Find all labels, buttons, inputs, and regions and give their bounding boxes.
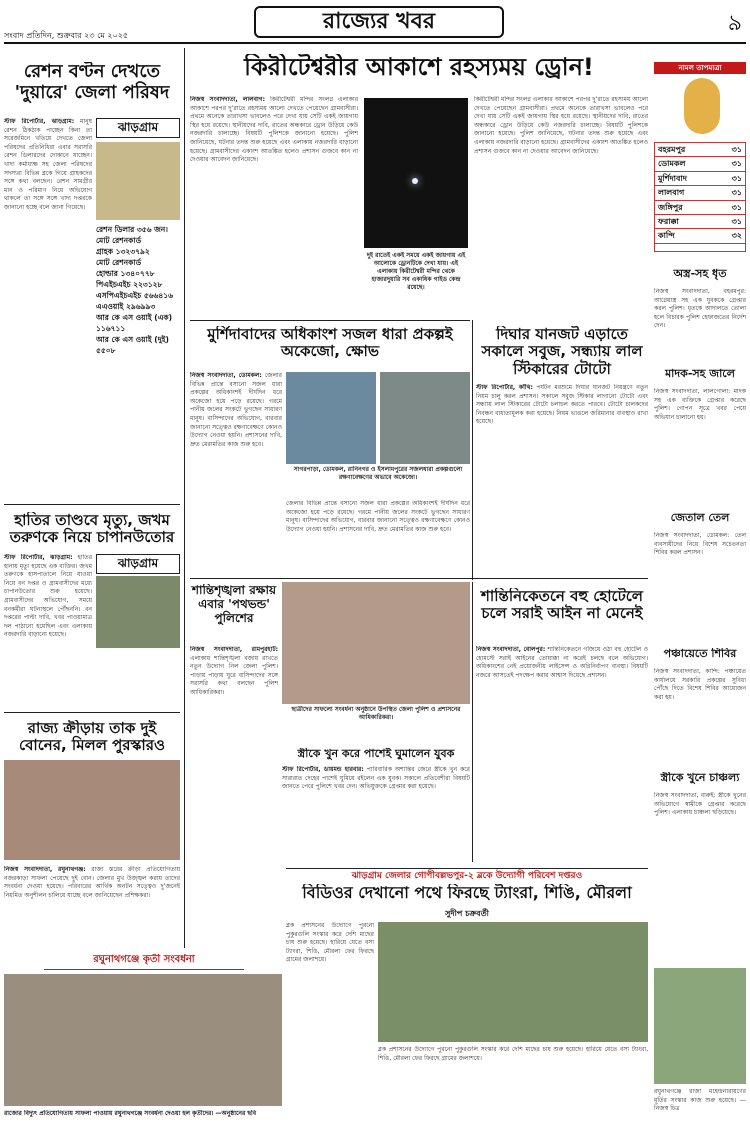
- wife-headline: স্ত্রীকে খুন করে পাশেই ঘুমালেন যুবক: [297, 748, 455, 760]
- masthead: [4, 4, 746, 44]
- right-sidebar: [654, 48, 746, 948]
- shantiniketan-headline: শান্তিনিকেতনে বহু হোটেলে চলে সরাই আইন না মেনেই: [481, 588, 643, 623]
- brief-headline: অস্ত্র-সহ ধৃত: [673, 268, 727, 280]
- water-body: [190, 372, 282, 572]
- water-body-cont: জেলার বিভিন্ন প্রান্তে বসানো সজল ধারা প্রকল্পের অধিকাংশই দীর্ঘদিন ধরে অকেজো হয়ে পড়ে রয়েছে। গরমে পানীয় জলের সংকটে ভুগছেন সাধারণ মানুষ। বাসিন্দাদের অভিযোগ, বারবার জানানো সত্ত্বেও রক্ষণাবেক্ষণে কোনও উদ্যোগ নেওয়া হয়নি। প্রশাসনের দাবি, দ্রুত মেরামতির কাজ শুরু হবে।: [286, 500, 470, 533]
- fish-body-cont: ব্লক প্রশাসনের উদ্যোগে পুরনো পুকুরগুলি সংস্কার করে দেশি মাছের চাষ শুরু হয়েছে। হারিয়ে যেতে বসা ট্যাংরা, শিঙি, মৌরলা ফের ফিরছে গ্রামের জলাশয়ে।: [378, 1046, 648, 1062]
- divider: [190, 320, 470, 321]
- issue-date: সংবাদ প্রতিদিন, শুক্রবার ২৩ মে ২০২৫: [4, 31, 129, 40]
- divider: [4, 712, 180, 713]
- stat-item: গ্রাহক ১৩২৩৭৯২: [96, 247, 150, 256]
- felicitation-banner: রঘুনাথগঞ্জে কৃতী সংবর্ধনা: [44, 954, 244, 970]
- shantiniketan-article: [476, 586, 648, 862]
- column-divider: [472, 582, 473, 862]
- water-text: জেলার বিভিন্ন প্রান্তে বসানো সজল ধারা প্রকল্পের অধিকাংশই দীর্ঘদিন ধরে অকেজো হয়ে পড়ে রয়েছে। গরমে পানীয় জলের সংকটে ভুগছেন সাধারণ মানুষ। বাসিন্দাদের অভিযোগ, বারবার জানানো সত্ত্বেও রক্ষণাবেক্ষণে কোনও উদ্যোগ নেওয়া হয়নি। প্রশাসনের দাবি, দ্রুত মেরামতির কাজ শুরু হবে।: [190, 372, 282, 448]
- shantiniketan-text: শান্তিনিকেতনে গজিয়ে ওঠা বহু হোটেল ও হোমস্টে সরাই আইনের তোয়াক্কা না করেই চলছে বলে অভিযোগ। অধিকাংশের নেই প্রয়োজনীয় লাইসেন্স ও অগ্নিনির্বাপণ ব্যবস্থা। বিষয়টি নজরে আসতেই পদক্ষেপ করার আশ্বাস দিয়েছে প্রশাসন।: [476, 646, 648, 679]
- section-title: রাজ্যের খবর: [254, 6, 504, 38]
- brief-body: নিজস্ব সংবাদদাতা, বহরমপুর: আগ্নেয়াস্ত্র সহ এক যুবককে গ্রেপ্তার করল পুলিশ। ধৃতকে আদালতে তোলা হলে বিচারক পুলিশ হেফাজতের নির্দেশ দেন।: [654, 288, 746, 330]
- drone-headline: কিরীটেশ্বরীর আকাশে রহস্যময় ড্রোন!: [244, 54, 594, 81]
- statue-photo: [654, 968, 746, 1084]
- wife-dateline: স্টাফ রিপোর্টার, ডায়মন্ড হারবার:: [282, 766, 364, 773]
- elephant-photo: [96, 576, 180, 648]
- digha-dateline: স্টাফ রিপোর্টার, কাঁথি:: [476, 384, 533, 391]
- sports-headline: রাজ্য ক্রীড়ায় তাক দুই বোনের, মিলল পুরস্কারও: [18, 720, 165, 755]
- ration-body: [4, 118, 92, 388]
- brief-body: নিজস্ব সংবাদদাতা, লালগোলা: মাদক সহ এক ব্যক্তিকে গ্রেপ্তার করেছে পুলিশ। গোপন সূত্রে খবর পেয়ে অভিযান চালানো হয়।: [654, 388, 746, 421]
- brief-body: নিজস্ব সংবাদদাতা, বারুই: স্ত্রীকে খুনের অভিযোগে স্বামীকে গ্রেপ্তার করেছে পুলিশ। এলাকায় চাঞ্চল্য ছড়িয়েছে।: [654, 792, 746, 817]
- sports-text: রাজ্য স্তরের ক্রীড়া প্রতিযোগিতায় নজরকাড়া সাফল্য পেয়েছে দুই বোন। জেলার মুখ উজ্জ্বল করায় তাদের সংবর্ধনা দেওয়া হয়েছে। পরিবারের আর্থিক অনটন সত্ত্বেও দু’জনেই নিয়মিত অনুশীলন চালিয়ে যাচ্ছে বলে জানিয়েছেন প্রশিক্ষকরা।: [4, 866, 180, 899]
- column-divider: [184, 48, 185, 948]
- weather-table: [654, 142, 746, 252]
- brief-body: নিজস্ব সংবাদদাতা, ডোমকল: তেল ব্যবসায়ীদের নিয়ে বিশেষ সচেতনতা শিবির করল প্রশাসন।: [654, 532, 746, 557]
- drone-body: [190, 96, 358, 311]
- weather-row: জঙ্গিপুর ৩১: [655, 201, 745, 215]
- ration-dateline: স্টাফ রিপোর্টার, ঝাড়গ্রাম:: [4, 118, 75, 125]
- water-dateline: নিজস্ব সংবাদদাতা, ডোমকল:: [190, 372, 262, 379]
- felicitation-block: [4, 950, 282, 1144]
- divider: [190, 578, 648, 579]
- drone-light-icon: [412, 178, 418, 184]
- brief-body: নিজস্ব সংবাদদাতা, কান্দি: পঞ্চায়েত কার্যালয়ে সরকারি প্রকল্পের সুবিধা পৌঁছে দিতে বিশেষ শিবির আয়োজন করা হয়।: [654, 668, 746, 701]
- water-photo: [380, 372, 470, 464]
- weather-row: কান্দি ৩২: [655, 229, 745, 243]
- water-article: [190, 324, 470, 574]
- elephant-text: হাতির হানায় মৃত্যু হয়েছে এক ব্যক্তির। জখম তরুণকে হাসপাতালে নিয়ে যাওয়া নিয়ে বন দপ্তর ও গ্রামবাসীদের মধ্যে চাপানউতোর শুরু হয়েছে। গ্রামবাসীদের অভিযোগ, সময়ে বনকর্মীরা ঘটনাস্থলে পৌঁছননি। বন দপ্তরের পাল্টা দাবি, খবর পাওয়ামাত্র দল পাঠানো হয়েছিল এবং এলাকায় নজরদারি বাড়ানো হয়েছে।: [4, 554, 92, 639]
- wife-text: পারিবারিক অশান্তির জেরে স্ত্রীকে খুন করে সারারাত দেহের পাশেই ঘুমিয়ে রইলেন এক যুবক। সকালে প্রতিবেশীরা বিষয়টি জানতে পেরে পুলিশে খবর দেন। অভিযুক্তকে গ্রেপ্তার করা হয়েছে।: [282, 766, 470, 791]
- water-photo: [286, 372, 376, 464]
- weather-row: ফরাক্কা ৩১: [655, 215, 745, 229]
- page-number: ৯: [727, 11, 742, 36]
- ration-headline: রেশন বণ্টন দেখতে 'দুয়ারে' জেলা পরিষদ: [14, 62, 170, 103]
- column-divider: [472, 320, 473, 580]
- stat-item: আর কে এস ওয়াই (এক) ১১৬৭১১: [96, 313, 173, 333]
- digha-text: পর্যটন মরশুমে দিঘার যানজট নিয়ন্ত্রণে নতুন নিয়ম চালু করল প্রশাসন। সকালে সবুজ স্টিকার লাগানো টোটো এবং সন্ধ্যায় লাল স্টিকারের টোটো চলাচল করতে পারবে। টোটো চালকদের নিবন্ধন বাধ্যতামূলক করা হয়েছে। নিয়ম ভাঙলে জরিমানার ব্যবস্থাও রাখা হয়েছে।: [476, 384, 648, 426]
- elephant-region-box: ঝাড়গ্রাম: [96, 554, 180, 574]
- elephant-body: [4, 554, 92, 704]
- drone-text: কিরীটেশ্বরী মন্দির সংলগ্ন এলাকার আকাশে পরপর দু’রাতে রহস্যময় আলো দেখতে পেয়েছেন গ্রামবাসীরা। প্রথমে অনেকে তারাখসা ভাবলেও পরে দেখা যায় সেটি একই জায়গায় স্থির হয়ে রয়েছে। স্থানীয়দের দাবি, রাতের অন্ধকারে ড্রোন উড়িয়ে কেউ নজরদারি চালাচ্ছে। বিষয়টি পুলিশকে জানানো হয়েছে। পুলিশ জানিয়েছে, ঘটনার তদন্ত শুরু হয়েছে এবং এলাকায় নজরদারি বাড়ানো হয়েছে। গ্রামবাসীদের একাংশ আতঙ্কিত হলেও প্রশাসন গুজবে কান না দেওয়ার আবেদন জানিয়েছে।: [190, 96, 358, 164]
- sports-dateline: নিজস্ব সংবাদদাতা, রঘুনাথগঞ্জ:: [4, 866, 86, 873]
- weather-header: নামল তাপমাত্রা: [654, 62, 746, 74]
- digha-body: [476, 384, 648, 574]
- fish-byline: সুদীপ চক্রবর্তী: [445, 909, 489, 918]
- water-photo-caption: সাগরপাড়া, ডোমকল, রানিনগর ও ইসলামপুরের সজলধারা প্রকল্পগুলো রক্ষণাবেক্ষণের অভাবে অকেজো।: [293, 466, 463, 481]
- water-headline: মুর্শিদাবাদের অধিকাংশ সজল ধারা প্রকল্পই অকেজো, ক্ষোভ: [207, 326, 453, 361]
- stat-item: পিএইচএইচ ২২৩১২৮: [96, 280, 163, 289]
- drone-photo-caption: দুই রাতেই একই সময়ে একই জায়গায় এই আলোকে ড্রোনটিকে দেখা যায়। এই এলাকায় কিরীটেশ্বরী মন্দির থেকে হাজারদুয়ারি সব একাধিক গাইড কেন্দ্র রয়েছে।: [366, 252, 466, 291]
- ration-region-box: ঝাড়গ্রাম: [96, 118, 180, 138]
- weather-row: মুর্শিদাবাদ ৩১: [655, 172, 745, 186]
- police-article: [190, 582, 278, 942]
- brief-headline: জেতাল তেল: [670, 512, 730, 524]
- stat-item: হোল্ডার ১৩৪০৭৭৮: [96, 269, 155, 278]
- stat-item: আর কে এস ওয়াই (দুই) ৫৫০৮: [96, 335, 169, 355]
- police-body: [190, 646, 278, 936]
- fish-headline: বিডিওর দেখানো পথে ফিরছে ট্যাংরা, শিঙি, মৌরলা: [302, 884, 632, 902]
- police-photo: [282, 582, 470, 704]
- fish-article: [286, 868, 648, 1144]
- wife-body: [282, 766, 470, 858]
- drone-article: [190, 48, 648, 318]
- stat-item: রেশন ডিলার ৩৫৬ জন।: [96, 225, 168, 234]
- shantiniketan-dateline: নিজস্ব সংবাদদাতা, বোলপুর:: [476, 646, 546, 653]
- digha-headline: দিঘার যানজট এড়াতে সকালে সবুজ, সন্ধ্যায় লাল স্টিকারের টোটো: [481, 326, 643, 378]
- brief-headline: পঞ্চায়েতে শিবির: [663, 648, 737, 660]
- police-dateline: নিজস্ব সংবাদদাতা, রামপুরহাট:: [190, 646, 278, 653]
- drone-body-cont: কিরীটেশ্বরী মন্দির সংলগ্ন এলাকার আকাশে পরপর দু’রাতে রহস্যময় আলো দেখতে পেয়েছেন গ্রামবাসীরা। প্রথমে অনেকে তারাখসা ভাবলেও পরে দেখা যায় সেটি একই জায়গায় স্থির হয়ে রয়েছে। স্থানীয়দের দাবি, রাতের অন্ধকারে ড্রোন উড়িয়ে কেউ নজরদারি চালাচ্ছে। বিষয়টি পুলিশকে জানানো হয়েছে। পুলিশ জানিয়েছে, ঘটনার তদন্ত শুরু হয়েছে এবং এলাকায় নজরদারি বাড়ানো হয়েছে। গ্রামবাসীদের একাংশ আতঙ্কিত হলেও প্রশাসন গুজবে কান না দেওয়ার আবেদন জানিয়েছে।: [474, 96, 648, 155]
- fish-photo: [378, 922, 648, 1042]
- wife-article: [282, 748, 470, 858]
- brief-headline: স্ত্রীকে খুনে চাঞ্চল্য: [660, 772, 740, 784]
- drone-photo: [364, 98, 468, 248]
- stat-item: মোট রেশনকার্ড: [96, 258, 142, 267]
- ration-text: মানুষ রেশন ঠিকঠাক পাচ্ছেন কিনা তা সরেজমিনে খতিয়ে দেখতে জেলা পরিষদের প্রতিনিধিরা এবার সরাসরি রেশন ডিলারদের দোকানে যাচ্ছেন। খাদ্য কর্মাধ্যক্ষ সহ জেলা পরিষদের সদস্যরা বিভিন্ন ব্লকে গিয়ে গ্রাহকদের সঙ্গে কথা বলছেন। রেশন সামগ্রীর মান ও পরিমাণ নিয়ে অভিযোগ থাকলে তা সঙ্গে সঙ্গে খাদ্য দপ্তরকে জানানো হচ্ছে বলে জানা গিয়েছে।: [4, 118, 92, 211]
- stat-item: মোট রেশনকার্ড: [96, 236, 142, 245]
- weather-row: ডোমকল ৩১: [655, 157, 745, 171]
- fish-banner: ঝাড়গ্রাম জেলার গোপীবল্লভপুর-২ ব্লকে উদ্যোগী পরিবেশ দপ্তরও: [286, 868, 648, 882]
- drone-dateline: নিজস্ব সংবাদদাতা, লালবাগ:: [190, 96, 266, 103]
- divider: [4, 504, 180, 505]
- brief-headline: মাদক-সহ জালে: [665, 368, 735, 380]
- ration-photo: [96, 142, 180, 220]
- fish-body: ব্লক প্রশাসনের উদ্যোগে পুরনো পুকুরগুলি সংস্কার করে দেশি মাছের চাষ শুরু হয়েছে। হারিয়ে যেতে বসা ট্যাংরা, শিঙি, মৌরলা ফের ফিরছে গ্রামের জলাশয়ে।: [286, 922, 374, 964]
- felicitation-caption: রাজ্যের বিদ্যুৎ প্রতিযোগিতায় সাফল্য পাওয়ায় রঘুনাথগঞ্জে সংবর্ধনা দেওয়া হল কৃতীদের। —অনুষ্ঠানের ছবি: [4, 1110, 257, 1117]
- felicitation-photo: [4, 974, 282, 1106]
- police-photo-caption: ছাত্রীদের সাফল্যে সংবর্ধনা অনুষ্ঠানে উপস্থিত জেলা পুলিশ ও প্রশাসনের আধিকারিকরা।: [291, 706, 461, 721]
- statue-caption: রঘুনাথগঞ্জে রাজা মহেন্দ্রনারায়ণের মূর্তির সংস্কার কাজ শুরু হয়েছে। —নিজস্ব চিত্র: [654, 1088, 746, 1113]
- elephant-headline: হাতির তাণ্ডবে মৃত্যু, জখম তরুণকে নিয়ে চাপানউতোর: [9, 512, 175, 547]
- digha-article: [476, 324, 648, 578]
- stat-item: এএওয়াই ২৯৬৯৯৩: [96, 302, 156, 311]
- ration-stats: [96, 224, 180, 364]
- weather-row: বহরমপুর ৩১: [655, 143, 745, 157]
- thermometer-icon: [684, 78, 720, 134]
- sports-photo: [4, 760, 180, 860]
- shantiniketan-body: [476, 646, 648, 858]
- police-text: এলাকায় শান্তিশৃঙ্খলা বজায় রাখতে নতুন উদ্যোগ নিল জেলা পুলিশ। পাড়ায় পাড়ায় ঘুরে বাসিন্দাদের সঙ্গে সরাসরি কথা বলছেন পুলিশ আধিকারিকরা।: [190, 654, 278, 696]
- stat-item: এসপিএইচএইচ ৫৬৬৪১৬: [96, 291, 174, 300]
- weather-row: লালবাগ ৩১: [655, 186, 745, 200]
- police-headline: শান্তিশৃঙ্খলা রক্ষায় এবার 'পথভন্ড' পুলিশের: [191, 584, 277, 625]
- elephant-dateline: স্টাফ রিপোর্টার, ঝাড়গ্রাম:: [4, 554, 73, 561]
